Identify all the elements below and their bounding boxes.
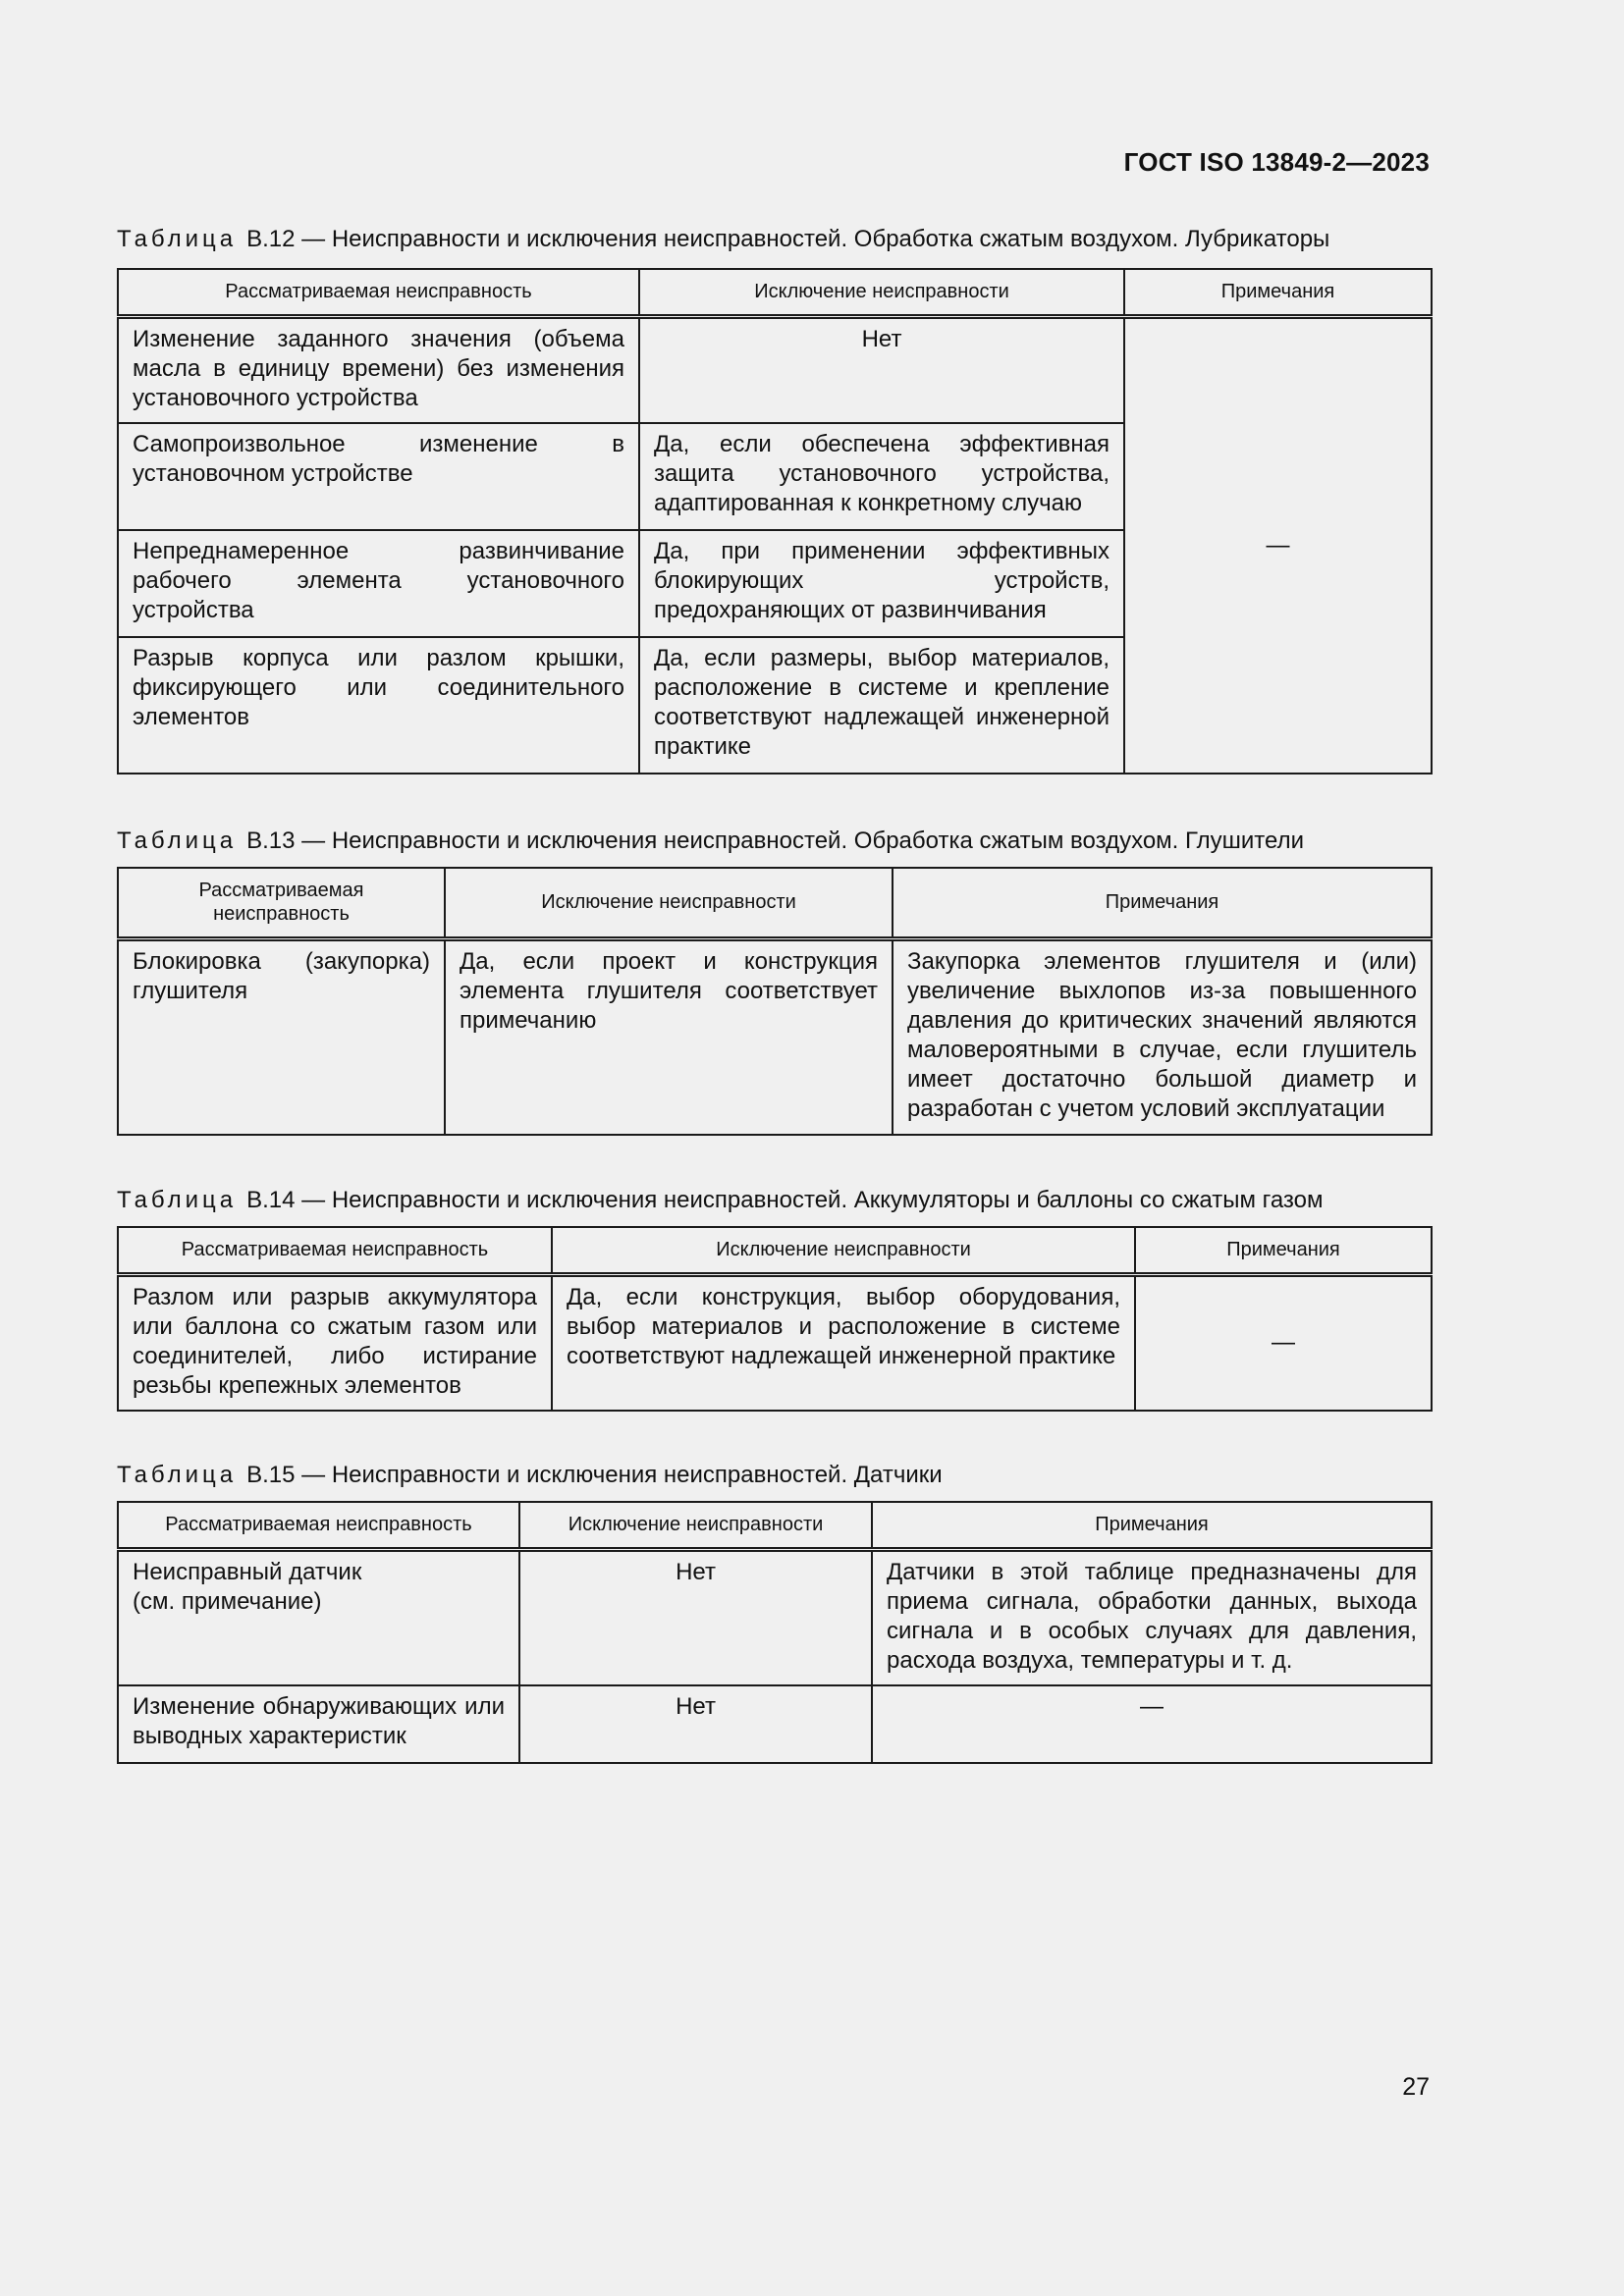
column-header: Примечания xyxy=(872,1502,1432,1549)
table-row xyxy=(118,938,1432,1135)
exclusion-cell: Да, если проект и конструкция элемента глушителя соответствует примечанию xyxy=(445,938,893,1135)
column-header: Исключение неисправности xyxy=(639,269,1124,316)
fault-cell: Самопроизвольное изменение в установочном устройстве xyxy=(118,423,639,530)
column-header: Рассматриваемая неисправность xyxy=(118,868,445,938)
table-b13-caption xyxy=(117,828,1304,855)
column-header: Рассматриваемая неисправность xyxy=(118,1227,552,1274)
fault-cell: Непреднамеренное развинчивание рабочего элемента установочного устройства xyxy=(118,530,639,637)
column-header: Примечания xyxy=(1124,269,1432,316)
exclusion-cell: Нет xyxy=(639,316,1124,423)
fault-cell: Разлом или разрыв аккумулятора или баллона со сжатым газом или соединителей, либо истирание резьбы крепежных элементов xyxy=(118,1274,552,1411)
page-number: 27 xyxy=(1402,2073,1430,2101)
column-header: Примечания xyxy=(893,868,1432,938)
exclusion-cell: Да, если обеспечена эффективная защита установочного устройства, адаптированная к конкретному случаю xyxy=(639,423,1124,530)
column-header: Исключение неисправности xyxy=(445,868,893,938)
column-header: Исключение неисправности xyxy=(552,1227,1135,1274)
exclusion-cell: Да, при применении эффективных блокирующих устройств, предохраняющих от развинчивания xyxy=(639,530,1124,637)
caption-label: Таблица xyxy=(117,1462,238,1488)
notes-cell: — xyxy=(872,1685,1432,1763)
fault-cell: Изменение обнаруживающих или выводных характеристик xyxy=(118,1685,519,1763)
caption-text: В.13 — Неисправности и исключения неисправностей. Обработка сжатым воздухом. Глушители xyxy=(246,828,1304,854)
exclusion-cell: Нет xyxy=(519,1685,872,1763)
fault-cell: Разрыв корпуса или разлом крышки, фиксирующего или соединительного элементов xyxy=(118,637,639,774)
caption-text: В.12 — Неисправности и исключения неисправностей. Обработка сжатым воздухом. Лубрикаторы xyxy=(246,226,1330,252)
notes-cell: Закупорка элементов глушителя и (или) увеличение выхлопов из-за повышенного давления до критических значений являются маловероятными в случае, если глушитель имеет достаточно большой диаметр и разработан с учетом условий эксплуатации xyxy=(893,938,1432,1135)
column-header: Примечания xyxy=(1135,1227,1432,1274)
column-header: Рассматриваемая неисправность xyxy=(118,269,639,316)
notes-cell: — xyxy=(1124,316,1432,774)
document-header: ГОСТ ISO 13849-2—2023 xyxy=(1123,147,1430,177)
table-b13 xyxy=(117,867,1433,1136)
table-b12 xyxy=(117,268,1433,774)
caption-text: В.15 — Неисправности и исключения неисправностей. Датчики xyxy=(246,1462,943,1488)
table-row xyxy=(118,316,1432,423)
fault-cell: Неисправный датчик (см. примечание) xyxy=(118,1549,519,1685)
table-row xyxy=(118,1685,1432,1763)
caption-label: Таблица xyxy=(117,226,238,252)
exclusion-cell: Да, если размеры, выбор материалов, расположение в системе и крепление соответствуют надлежащей инженерной практике xyxy=(639,637,1124,774)
table-row xyxy=(118,1274,1432,1411)
table-b14-caption xyxy=(117,1187,1324,1214)
exclusion-cell: Нет xyxy=(519,1549,872,1685)
table-b15 xyxy=(117,1501,1433,1764)
column-header: Исключение неисправности xyxy=(519,1502,872,1549)
notes-cell: — xyxy=(1135,1274,1432,1411)
table-b15-caption xyxy=(117,1462,943,1489)
table-row xyxy=(118,1549,1432,1685)
fault-cell: Блокировка (закупорка) глушителя xyxy=(118,938,445,1135)
fault-cell: Изменение заданного значения (объема масла в единицу времени) без изменения установочного устройства xyxy=(118,316,639,423)
notes-cell: Датчики в этой таблице предназначены для приема сигнала, обработки данных, выхода сигнала и в особых случаях для давления, расхода воздуха, температуры и т. д. xyxy=(872,1549,1432,1685)
caption-label: Таблица xyxy=(117,1187,238,1213)
caption-label: Таблица xyxy=(117,828,238,854)
table-b14 xyxy=(117,1226,1433,1412)
caption-text: В.14 — Неисправности и исключения неисправностей. Аккумуляторы и баллоны со сжатым газом xyxy=(246,1187,1324,1213)
table-b12-caption xyxy=(117,226,1329,253)
exclusion-cell: Да, если конструкция, выбор оборудования, выбор материалов и расположение в системе соответствуют надлежащей инженерной практике xyxy=(552,1274,1135,1411)
column-header: Рассматриваемая неисправность xyxy=(118,1502,519,1549)
